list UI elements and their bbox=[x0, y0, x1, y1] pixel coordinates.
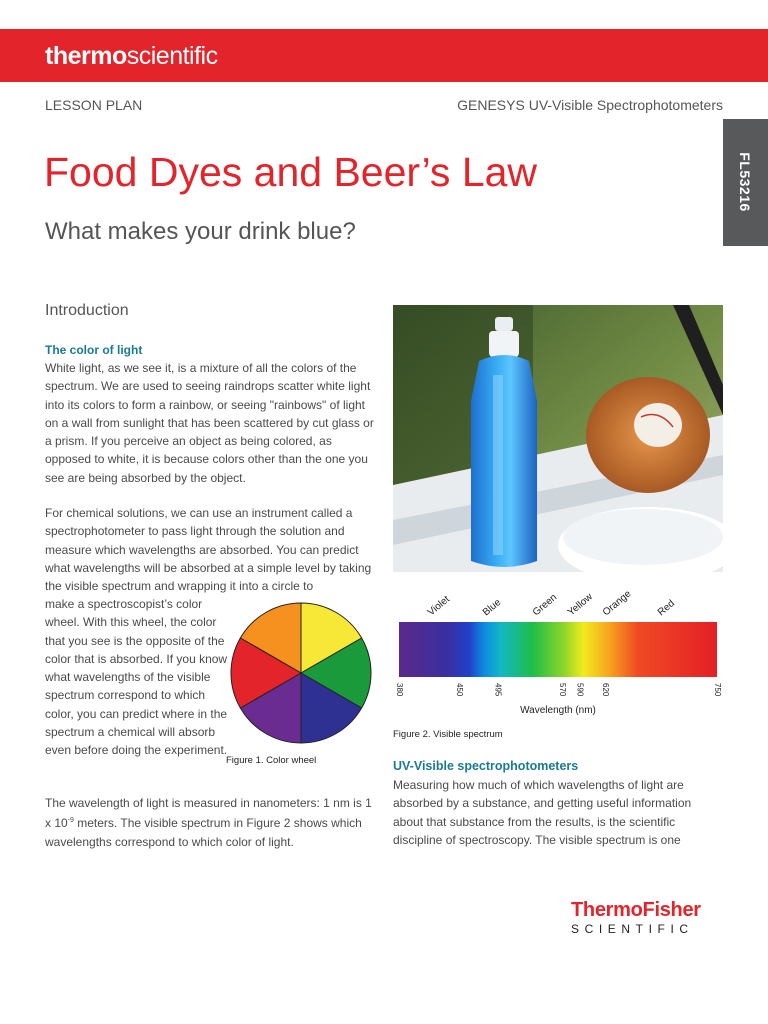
spectrum-tick-labels bbox=[395, 683, 722, 697]
spectrum-tick-label: 590 bbox=[575, 683, 585, 697]
intro-paragraph-3 bbox=[45, 794, 375, 851]
spectrum-tick-label: 450 bbox=[455, 683, 465, 697]
product-label: GENESYS UV-Visible Spectrophotometers bbox=[457, 97, 723, 113]
p3-text-b: meters. The visible spectrum in Figure 2 shows which wavelengths correspond to which color of light. bbox=[45, 816, 362, 849]
spectrum-tick-label: 495 bbox=[493, 683, 503, 697]
spectrum-xlabel: Wavelength (nm) bbox=[520, 705, 596, 716]
spectrum-color-label: Blue bbox=[480, 597, 504, 619]
spectrum-tick-label: 750 bbox=[712, 683, 722, 697]
spectrum-color-label: Green bbox=[530, 592, 560, 619]
spectrum-color-label: Red bbox=[655, 598, 677, 619]
intro-paragraph-1: White light, as we see it, is a mixture of all the colors of the spectrum. We are used to seeing raindrops scatter white light into its colors to form a rainbow, or seeing "rainbows" of light on a wall from sunlight that has been scattered by cut glass or a prism. If you perceive an object as being colored, as opposed to white, it is because colors other than the one you see are being absorbed by the object. bbox=[45, 361, 374, 485]
intro-paragraph-2a: For chemical solutions, we can use an instrument called a spectrophotometer to pass light through the solution and measure which wavelengths are absorbed. You can predict what wavelengths will be absorbed at a simple level by taking the visible spectrum and wrapping it into a circle to bbox=[45, 506, 372, 594]
thermofisher-logo bbox=[571, 899, 723, 935]
spectrum-band bbox=[399, 622, 717, 677]
brand-bold: thermo bbox=[45, 42, 127, 70]
spectrum-color-label: Orange bbox=[600, 588, 634, 619]
thermofisher-logo-top: ThermoFisher bbox=[571, 899, 701, 921]
doc-code-tab bbox=[723, 119, 768, 246]
spectrum-color-label: Yellow bbox=[565, 591, 595, 619]
p3-text-a: The wavelength of light is measured in nanometers: 1 nm is 1 x 10 bbox=[45, 796, 372, 831]
figure2-caption: Figure 2. Visible spectrum bbox=[393, 729, 503, 740]
color-wheel bbox=[230, 602, 372, 744]
introduction-heading: Introduction bbox=[45, 302, 129, 319]
spectrum-color-labels bbox=[426, 588, 677, 618]
thermo-scientific-logo bbox=[45, 41, 218, 71]
thermofisher-logo-bottom: SCIENTIFIC bbox=[571, 922, 694, 936]
visible-spectrum bbox=[393, 580, 723, 720]
intro-paragraph-2b: make a spectroscopist’s color wheel. With this wheel, the color that you see is the opposite of the color that is absorbed. If you know what wavelengths of the visible spectrum correspond to which color, you can predict where in the spectrum a chemical will absorb even before doing the experiment. bbox=[45, 597, 228, 758]
spectrum-tick-label: 380 bbox=[394, 683, 404, 697]
sports-drink-photo bbox=[393, 305, 723, 572]
color-of-light-heading: The color of light bbox=[45, 343, 143, 357]
spectrum-tick-label: 620 bbox=[601, 683, 611, 697]
p3-exponent: -9 bbox=[67, 817, 74, 825]
spectrum-tick-label: 570 bbox=[558, 683, 568, 697]
color-wheel-slices bbox=[231, 603, 371, 743]
lesson-plan-label: LESSON PLAN bbox=[45, 97, 143, 113]
photo-illustration bbox=[393, 305, 723, 572]
doc-code: FL53216 bbox=[737, 152, 753, 212]
figure1-caption: Figure 1. Color wheel bbox=[226, 755, 317, 766]
page-subtitle: What makes your drink blue? bbox=[45, 218, 356, 245]
spectrum-color-label: Violet bbox=[425, 593, 452, 619]
brand-light: scientific bbox=[126, 42, 218, 70]
uv-paragraph: Measuring how much of which wavelengths of light are absorbed by a substance, and getting useful information about that substance from the results, is the scientific discipline of spectroscopy. The visible spectrum is one bbox=[393, 778, 692, 847]
uv-vis-heading: UV-Visible spectrophotometers bbox=[393, 759, 579, 773]
page-title: Food Dyes and Beer’s Law bbox=[44, 149, 538, 195]
